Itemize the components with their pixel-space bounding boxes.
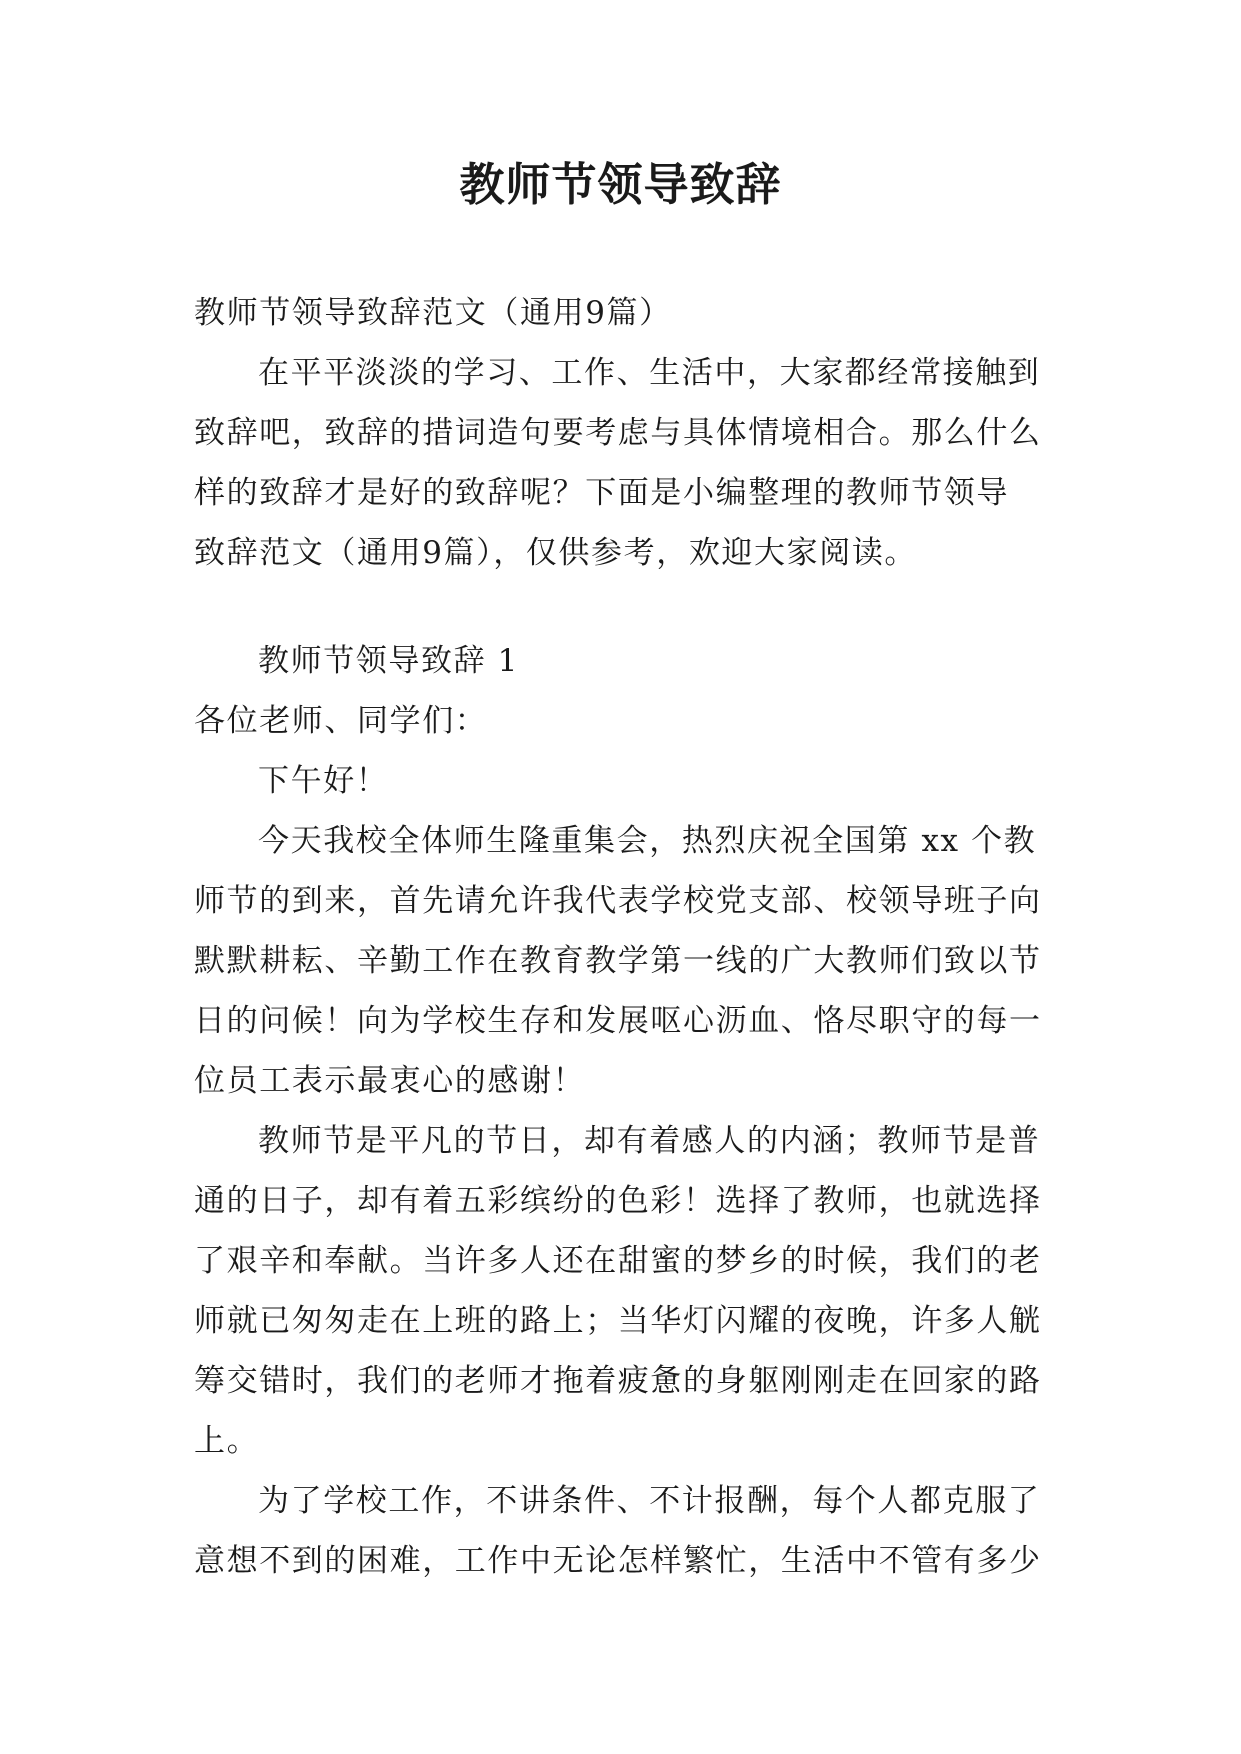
body-paragraph-2 xyxy=(194,1111,1054,1471)
greeting: 下午好！ xyxy=(258,763,389,799)
paragraph-line: 今天我校全体师生隆重集会，热烈庆祝全国第 xx 个教 xyxy=(258,823,1037,859)
document-subtitle: 教师节领导致辞范文（通用9篇） xyxy=(194,295,672,331)
document-title: 教师节领导致辞 xyxy=(459,158,782,211)
paragraph-line: 上。 xyxy=(194,1423,260,1459)
paragraph-line: 为了学校工作，不讲条件、不计报酬，每个人都克服了 xyxy=(258,1483,1041,1519)
document-body xyxy=(194,283,1054,1591)
paragraph-line: 教师节是平凡的节日，却有着感人的内涵；教师节是普 xyxy=(258,1123,1041,1159)
intro-line: 致辞吧，致辞的措词造句要考虑与具体情境相合。那么什么 xyxy=(194,415,1042,451)
paragraph-line: 位员工表示最衷心的感谢！ xyxy=(194,1063,586,1099)
intro-line: 致辞范文（通用9篇），仅供参考，欢迎大家阅读。 xyxy=(194,535,918,571)
paragraph-line: 通的日子，却有着五彩缤纷的色彩！选择了教师，也就选择 xyxy=(194,1183,1042,1219)
section-gap xyxy=(194,583,1054,631)
paragraph-line: 师节的到来，首先请允许我代表学校党支部、校领导班子向 xyxy=(194,883,1042,919)
body-paragraph-1 xyxy=(194,811,1054,1111)
section-heading: 教师节领导致辞 1 xyxy=(258,643,519,679)
paragraph-line: 日的问候！向为学校生存和发展呕心沥血、恪尽职守的每一 xyxy=(194,1003,1042,1039)
paragraph-line: 默默耕耘、辛勤工作在教育教学第一线的广大教师们致以节 xyxy=(194,943,1042,979)
body-paragraph-3 xyxy=(194,1471,1054,1591)
paragraph-line: 意想不到的困难，工作中无论怎样繁忙，生活中不管有多少 xyxy=(194,1543,1042,1579)
paragraph-line: 师就已匆匆走在上班的路上；当华灯闪耀的夜晚，许多人觥 xyxy=(194,1303,1042,1339)
intro-line: 在平平淡淡的学习、工作、生活中，大家都经常接触到 xyxy=(258,355,1041,391)
paragraph-line: 了艰辛和奉献。当许多人还在甜蜜的梦乡的时候，我们的老 xyxy=(194,1243,1042,1279)
intro-line: 样的致辞才是好的致辞呢？下面是小编整理的教师节领导 xyxy=(194,475,1009,511)
salutation: 各位老师、同学们： xyxy=(194,703,488,739)
intro-paragraph xyxy=(194,343,1054,583)
paragraph-line: 筹交错时，我们的老师才拖着疲惫的身躯刚刚走在回家的路 xyxy=(194,1363,1042,1399)
